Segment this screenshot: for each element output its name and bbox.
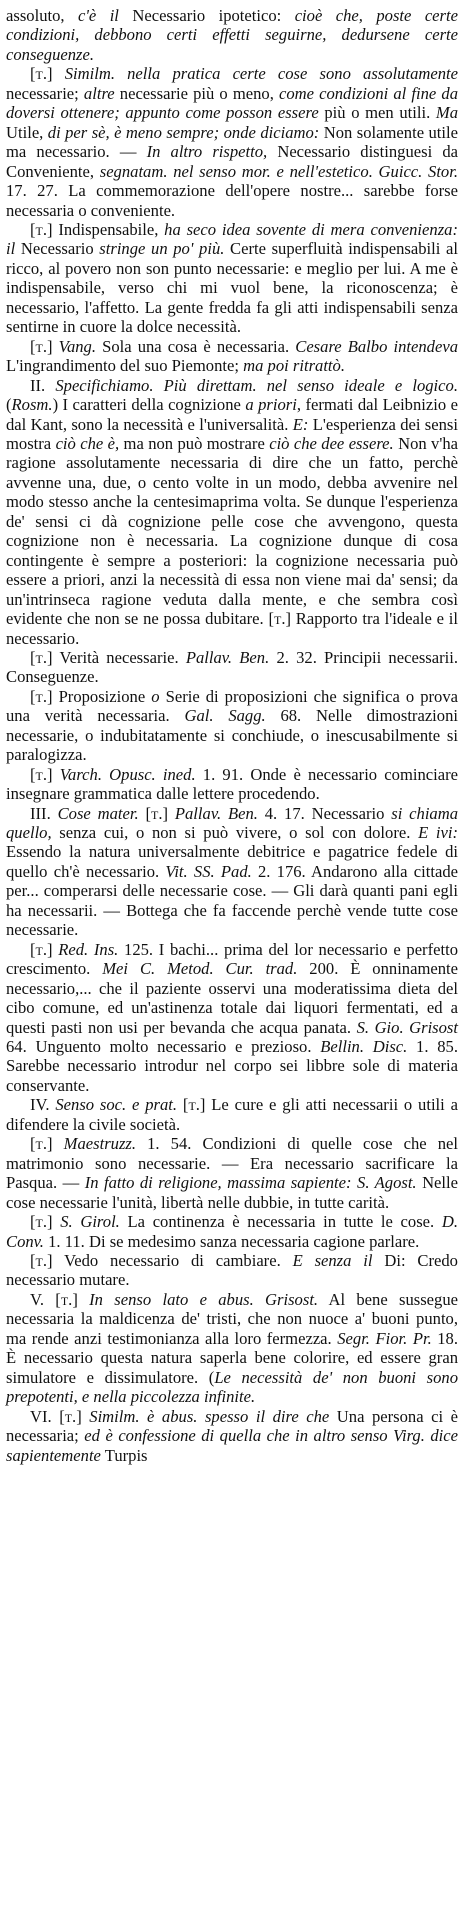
paragraph-05: II. Specifichiamo. Più direttam. nel senso ideale e logico. (Rosm.) I caratteri della cognizione a priori, fermati dal Leibnizio e dal Kant, sono la necessità e l'universalità. E: L'esperienza dei sensi mostra ciò che è, ma non può mostrare ciò che dee essere. Non v'ha ragione assolutamente necessaria di dire che un fatto, perchè avvenne una, due, o cento volte in un modo, debba avvenire nel modo stesso anche la centesimaprima volta. Se dunque l'esperienza de' sensi ci dà cognizione pelle cose che avvengono, questa cognizione non è necessaria. La cognizione dunque di cosa contingente è sempre a posteriori: la cognizione necessaria può essere a priori, anzi la necessità di essa non viene mai da' sensi; da un'intrinseca ragione veduta dalla mente, e che sembra così evidente che non se ne possa dubitare. [t.] Rapporto tra l'ideale e il necessario.	[6, 375, 459, 648]
paragraph-03: [t.] Indispensabile, ha seco idea sovente di mera convenienza: il Necessario stringe un po' più. Certe superfluità indispensabili al ricco, al povero non son punto necessarie: e meglio per lui. A me è indispensabile, verso chi mi vuol bene, la riconoscenza; è necessario, l'affetto. La gente fredda fa gli atti indispensabili senza sentirne in cuore la dolce necessità.	[6, 219, 458, 337]
paragraph-11: IV. Senso soc. e prat. [t.] Le cure e gli atti necessarii o utili a difendere la civile società.	[6, 1095, 458, 1134]
paragraph-08: [t.] Varch. Opusc. ined. 1. 91. Onde è necessario cominciare insegnare grammatica dalle lettere procedendo.	[6, 764, 458, 804]
paragraph-13: [t.] S. Girol. La continenza è necessaria in tutte le cose. D. Conv. 1. 11. Di se medesimo sanza necessaria cagione parlare.	[6, 1212, 458, 1251]
paragraph-09: III. Cose mater. [t.] Pallav. Ben. 4. 17. Necessario si chiama quello, senza cui, o non si può vivere, o sol con dolore. E ivi: Essendo la natura universalmente debitrice e pagatrice fedele di quello ch'è necessario. Vit. SS. Pad. 2. 176. Andarono alla cittade per... comperarsi delle necessarie cose. — Gli darà quanti pani egli ha necessarii. — Bottega che fa faccende perchè vende tutte cose necessarie.	[6, 803, 459, 940]
paragraph-06: [t.] Verità necessarie. Pallav. Ben. 2. 32. Principii necessarii. Conseguenze.	[6, 647, 458, 687]
paragraph-07: [t.] Proposizione o Serie di proposizioni che significa o prova una verità necessaria. Gal. Sagg. 68. Nelle dimostrazioni necessarie, o indubitatamente si conchiude, o inescusabilmente si paralogizza.	[6, 686, 458, 765]
paragraph-15: V. [t.] In senso lato e abus. Grisost. Al bene sussegue necessaria la maldicenza de' tristi, che non nuoce a' buoni punto, ma rende anzi testimonianza alla loro fermezza. Segr. Fior. Pr. 18. È necessario questa natura saperla bene colorire, ed essere gran simulatore e dissimulatore. (Le necessità de' non buoni sono prepotenti, e nella piccolezza infinite.	[6, 1289, 459, 1407]
paragraph-16: VI. [t.] Similm. è abus. spesso il dire che Una persona ci è necessaria; ed è confessione di quella che in altro senso Virg. dice sapientemente Turpis	[6, 1406, 459, 1465]
paragraph-14: [t.] Vedo necessario di cambiare. E senza il Di: Credo necessario mutare.	[6, 1251, 458, 1290]
paragraph-12: [t.] Maestruzz. 1. 54. Condizioni di quelle cose che nel matrimonio sono necessarie. — Era necessario sacrificare la Pasqua. — In fatto di religione, massima sapiente: S. Agost. Nelle cose necessarie l'unità, libertà nelle dubbie, in tutte carità.	[6, 1134, 459, 1212]
paragraph-04: [t.] Vang. Sola una cosa è necessaria. Cesare Balbo intendeva L'ingrandimento del suo Piemonte; ma poi ritrattò.	[6, 336, 458, 376]
paragraph-10: [t.] Red. Ins. 125. I bachi... prima del lor necessario e perfetto crescimento. Mei C. Metod. Cur. trad. 200. È onninamente necessario,... che il paziente osservi una moderatissima dieta del cibo comune, ed un'astinenza totale dai liquori fermentati, ed a questi pasti non usi per bevanda che acqua panata. S. Gio. Grisost 64. Unguento molto necessario e prezioso. Bellin. Disc. 1. 85. Sarebbe necessario introdur nel corpo sei libbre sole di materia conservante.	[6, 939, 459, 1095]
paragraph-01: assoluto, c'è il Necessario ipotetico: cioè che, poste certe condizioni, debbono certi effetti seguirne, dedursene certe conseguenze.	[6, 6, 458, 64]
paragraph-02: [t.] Similm. nella pratica certe cose sono assolutamente necessarie; altre necessarie più o meno, come condizioni al fine da doversi ottenere; appunto come posson essere più o men utili. Ma Utile, di per sè, è meno sempre; onde diciamo: Non solamente utile ma necessario. — In altro rispetto, Necessario distinguesi da Conveniente, segnatam. nel senso mor. e nell'estetico. Guicc. Stor. 17. 27. La commemorazione dell'opere nostre... sarebbe forse necessaria o conveniente.	[6, 64, 459, 220]
